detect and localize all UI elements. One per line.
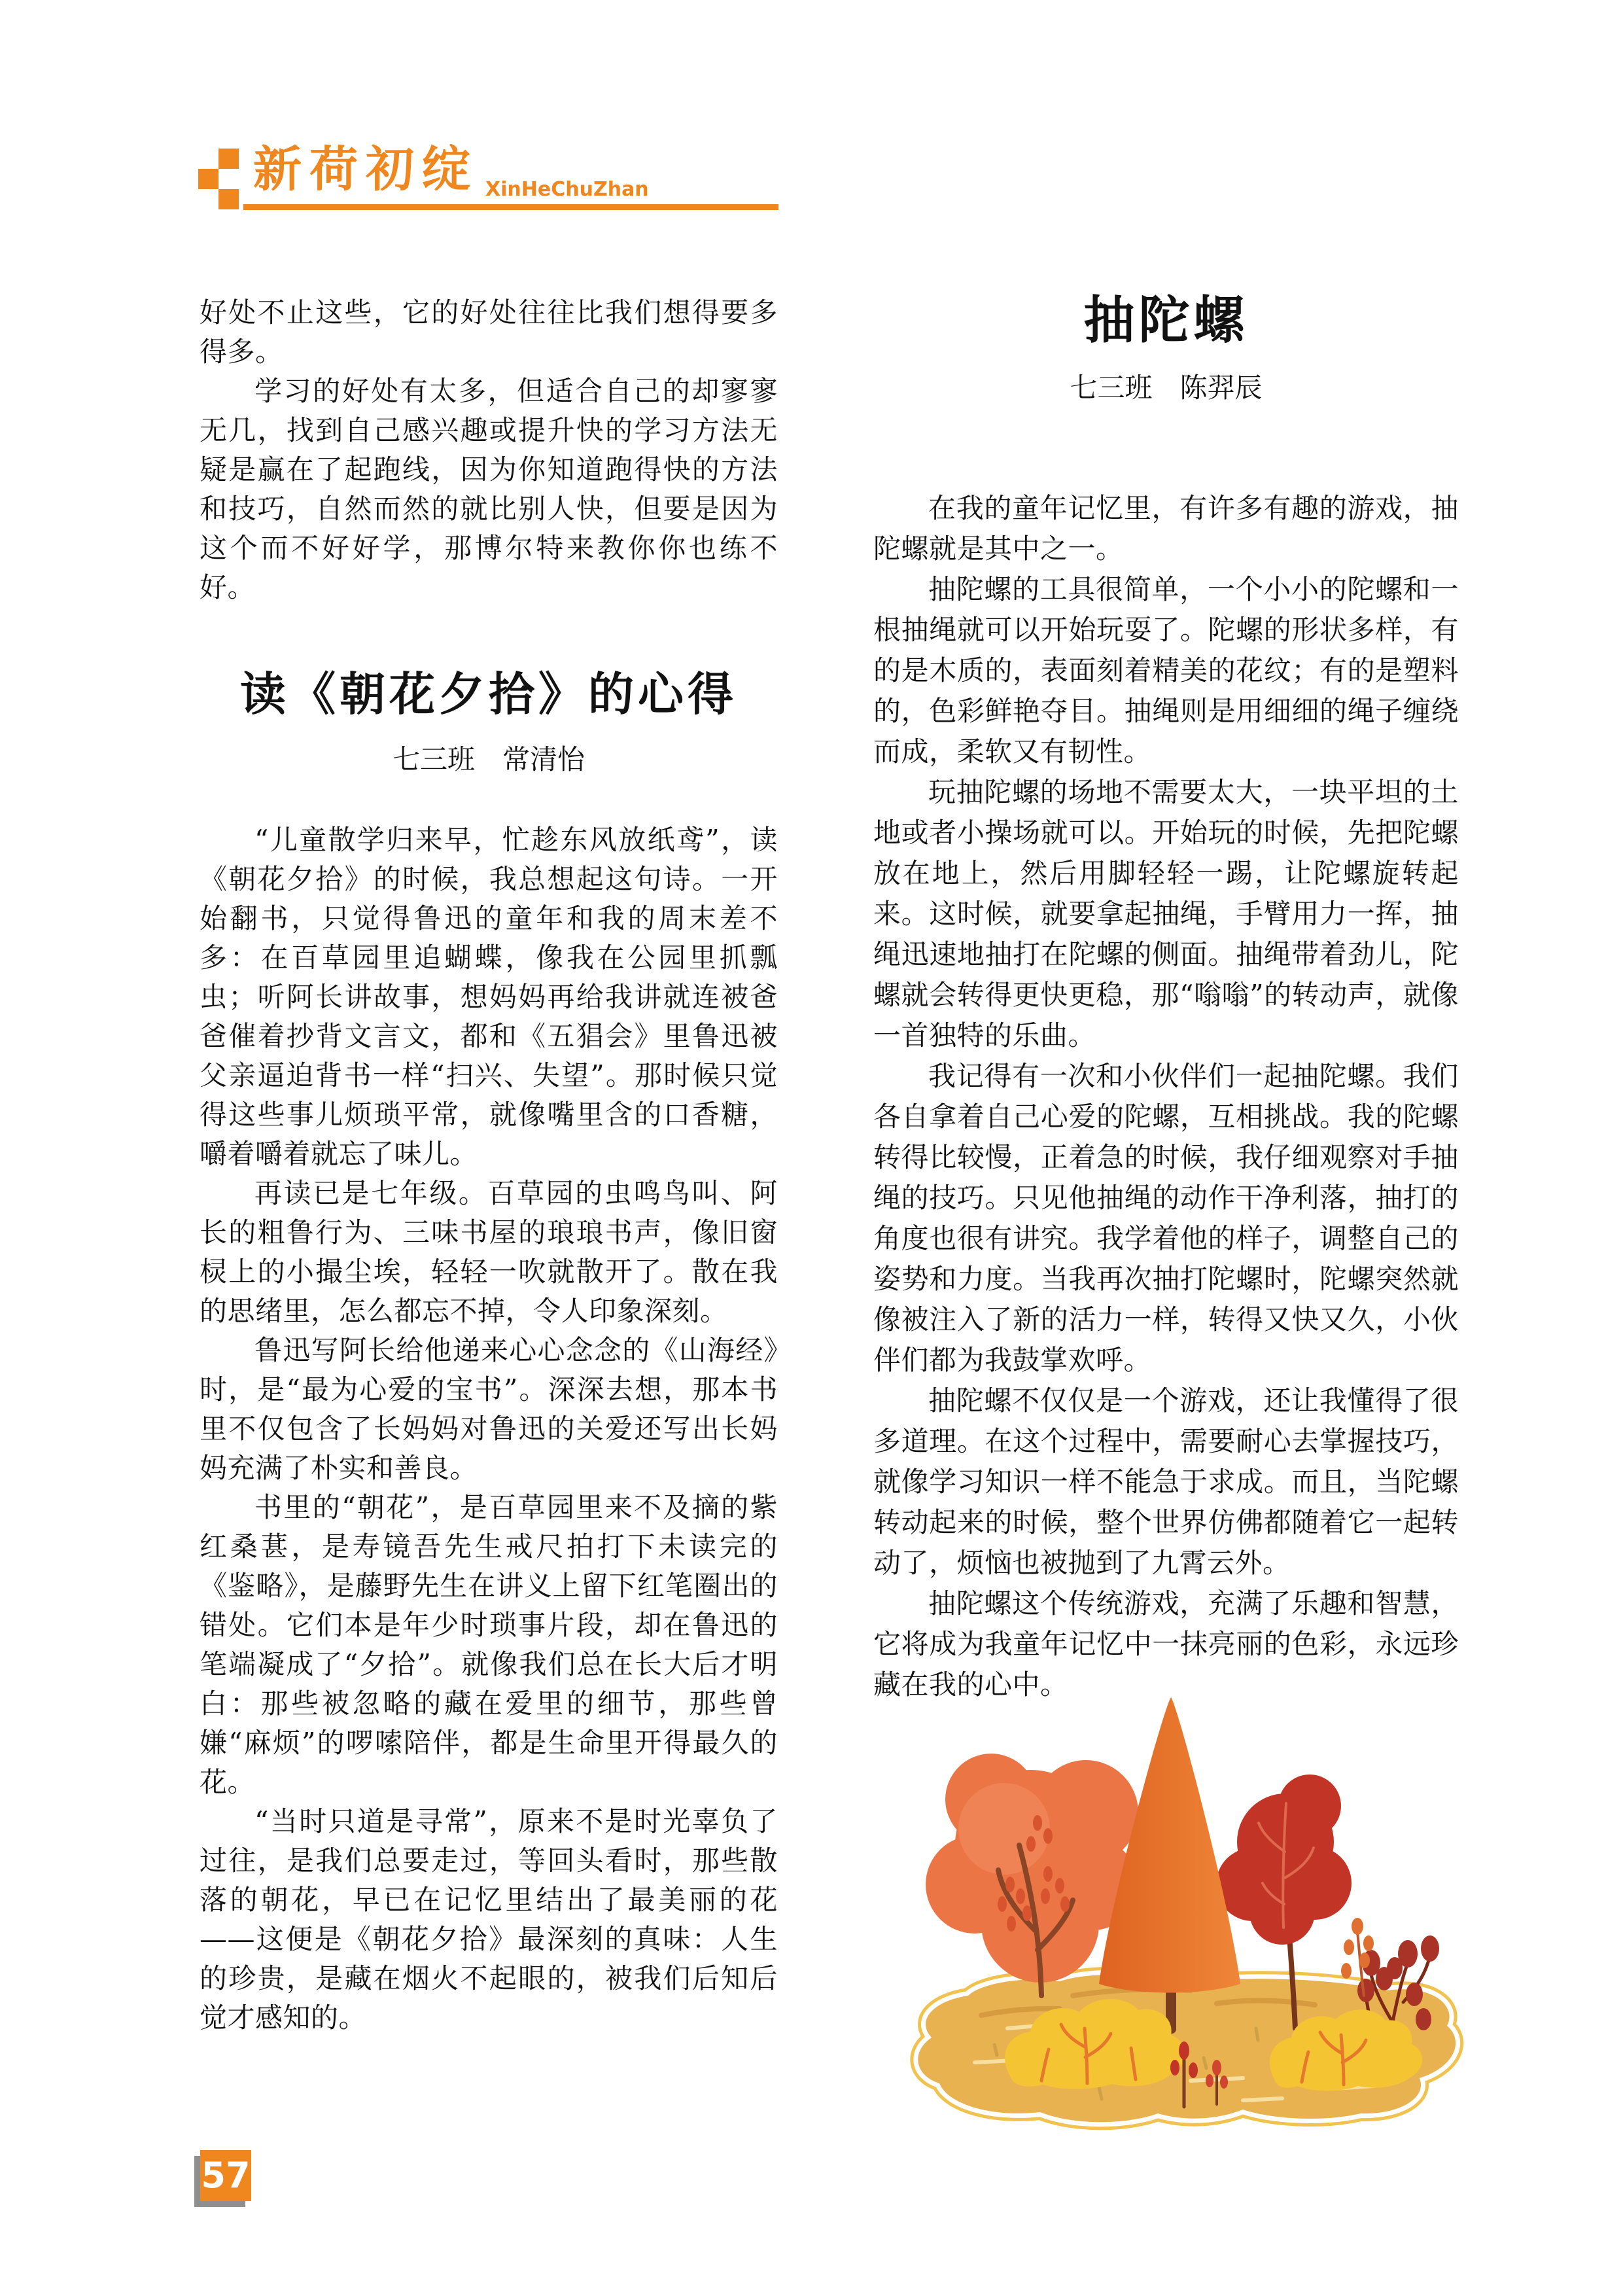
logo-square-top: [218, 149, 239, 169]
article-paragraph: 鲁迅写阿长给他递来心心念念的《山海经》时，是“最为心爱的宝书”。深深去想，那本书里不仅包含了长妈妈对鲁迅的关爱还写出长妈妈充满了朴实和善良。: [200, 1334, 778, 1484]
article-author-chtuoluo: 七三班 陈羿辰: [1070, 372, 1263, 404]
article-paragraph: 再读已是七年级。百草园的虫鸣鸟叫、阿长的粗鲁行为、三味书屋的琅琅书声，像旧窗棂上的小撮尘埃，轻轻一吹就散开了。散在我的思绪里，怎么都忘不掉，令人印象深刻。: [200, 1177, 778, 1327]
logo-square-left: [198, 169, 218, 189]
magazine-logo-subtitle: XinHeChuZhan: [485, 178, 649, 201]
article-paragraph: “当时只道是寻常”，原来不是时光辜负了过往，是我们总要走过，等回头看时，那些散落的朝花，早已在记忆里结出了最美丽的花——这便是《朝花夕拾》最深刻的真味：人生的珍贵，是藏在烟火不起眼的，被我们后知后觉才感知的。: [200, 1805, 778, 2034]
article-paragraph: 书里的“朝花”，是百草园里来不及摘的紫红桑葚，是寿镜吾先生戒尺拍打下未读完的《鉴略》，是藤野先生在讲义上留下红笔圈出的错处。它们本是年少时琐事片段，却在鲁迅的笔端凝成了“夕拾”。就像我们总在长大后才明白：那些被忽略的藏在爱里的细节，那些曾嫌“麻烦”的啰嗦陪伴，都是生命里开得最久的花。: [200, 1491, 778, 1798]
autumn-trees-illustration: [877, 1688, 1465, 2133]
page-number-badge: 57: [200, 2150, 251, 2201]
magazine-logo-title: 新荷初绽: [253, 141, 478, 198]
continuation-paragraph: 学习的好处有太多，但适合自己的却寥寥无几，找到自己感兴趣或提升快的学习方法无疑是赢在了起跑线，因为你知道跑得快的方法和技巧，自然而然的就比别人快，但要是因为这个而不好好学，那博尔特来教你你也练不好。: [200, 375, 778, 603]
article-paragraph: “儿童散学归来早，忙趁东风放纸鸢”，读《朝花夕拾》的时候，我总想起这句诗。一开始翻书，只觉得鲁迅的童年和我的周末差不多：在百草园里追蝴蝶，像我在公园里抓瓢虫；听阿长讲故事，想妈妈再给我讲就连被爸爸催着抄背文言文，都和《五猖会》里鲁迅被父亲逼迫背书一样“扫兴、失望”。那时候只觉得这些事儿烦琐平常，就像嘴里含的口香糖，嚼着嚼着就忘了味儿。: [200, 824, 778, 1170]
page-header: [0, 0, 1623, 236]
article-paragraph: 抽陀螺这个传统游戏，充满了乐趣和智慧，它将成为我童年记忆中一抹亮丽的色彩，永远珍藏在我的心中。: [873, 1587, 1459, 1701]
article-paragraph: 抽陀螺不仅仅是一个游戏，还让我懂得了很多道理。在这个过程中，需要耐心去掌握技巧，就像学习知识一样不能急于求成。而且，当陀螺转动起来的时候，整个世界仿佛都随着它一起转动了，烦恼也被抛到了九霄云外。: [873, 1385, 1459, 1579]
logo-squares-icon: [198, 149, 240, 210]
article-paragraph: 我记得有一次和小伙伴们一起抽陀螺。我们各自拿着自己心爱的陀螺，互相挑战。我的陀螺转得比较慢，正着急的时候，我仔细观察对手抽绳的技巧。只见他抽绳的动作干净利落，抽打的角度也很有讲究。我学着他的样子，调整自己的姿势和力度。当我再次抽打陀螺时，陀螺突然就像被注入了新的活力一样，转得又快又久，小伙伴们都为我鼓掌欢呼。: [873, 1060, 1459, 1376]
article-author-chaohuaxishi: 七三班 常清怡: [392, 743, 585, 775]
right-column: [873, 281, 1459, 1705]
article-paragraph: 在我的童年记忆里，有许多有趣的游戏，抽陀螺就是其中之一。: [873, 492, 1459, 565]
article-paragraph: 玩抽陀螺的场地不需要太大，一块平坦的土地或者小操场就可以。开始玩的时候，先把陀螺放在地上，然后用脚轻轻一踢，让陀螺旋转起来。这时候，就要拿起抽绳，手臂用力一挥，抽绳迅速地抽打在陀螺的侧面。抽绳带着劲儿，陀螺就会转得更快更稳，那“嗡嗡”的转动声，就像一首独特的乐曲。: [873, 776, 1459, 1051]
header-divider-line: [243, 204, 778, 210]
article-paragraph: 抽陀螺的工具很简单，一个小小的陀螺和一根抽绳就可以开始玩耍了。陀螺的形状多样，有的是木质的，表面刻着精美的花纹；有的是塑料的，色彩鲜艳夺目。抽绳则是用细细的绳子缠绕而成，柔软又有韧性。: [873, 573, 1459, 768]
left-column: [200, 293, 778, 2038]
article-title-chtuoluo: 抽陀螺: [1083, 291, 1249, 350]
logo-square-bottom: [218, 189, 239, 209]
article-title-chaohuaxishi: 读《朝花夕拾》的心得: [240, 667, 737, 721]
continuation-paragraph: 好处不止这些，它的好处往往比我们想得要多得多。: [200, 296, 778, 368]
